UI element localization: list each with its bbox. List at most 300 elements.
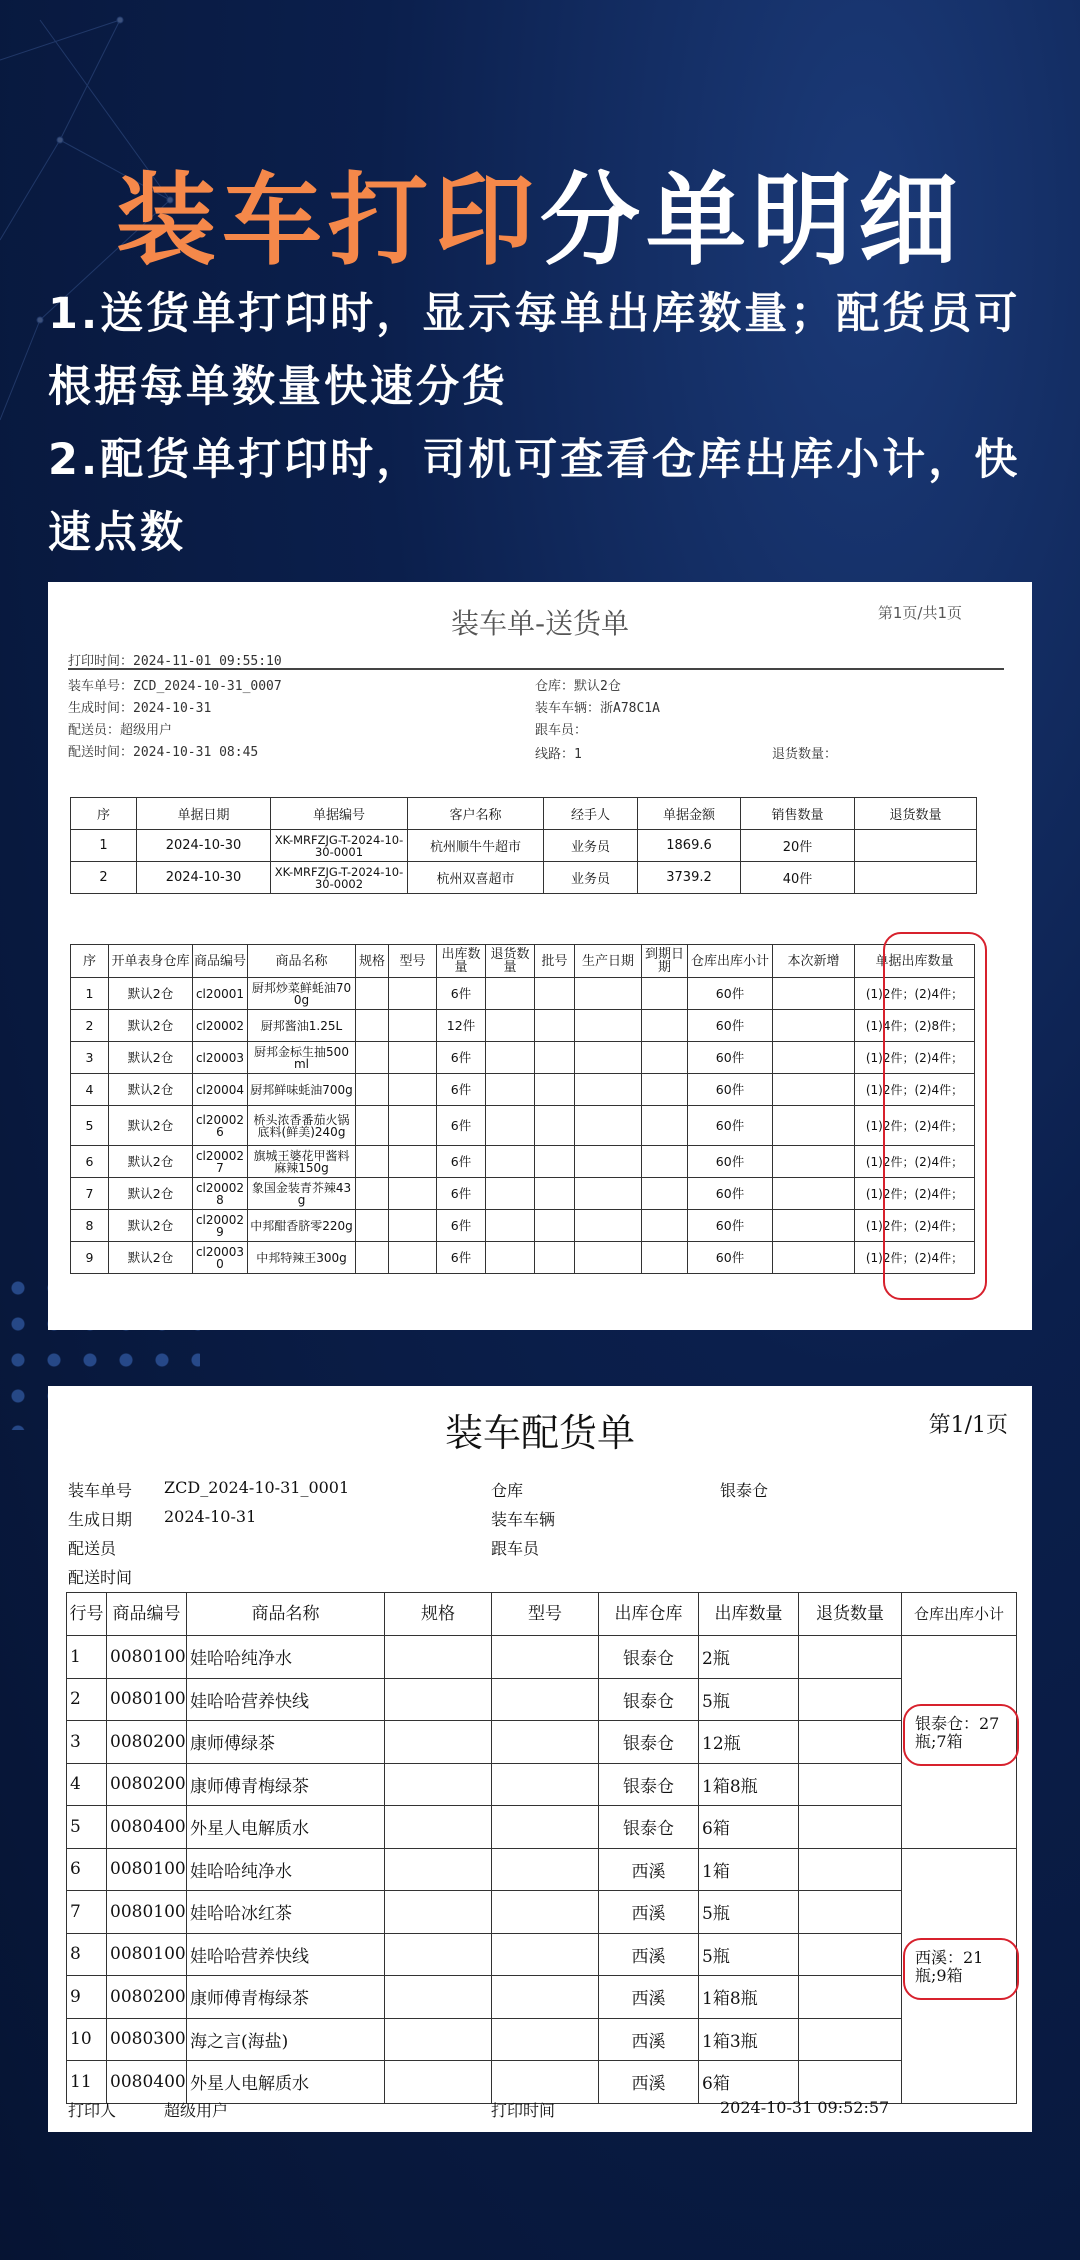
header-cell: 商品编号 bbox=[107, 1593, 187, 1636]
header-cell: 到期日期 bbox=[642, 945, 688, 978]
cell: 海之言(海盐) bbox=[187, 2018, 385, 2061]
cell: 1箱8瓶 bbox=[699, 1976, 799, 2019]
cell bbox=[799, 1891, 902, 1934]
cell: 业务员 bbox=[544, 830, 638, 862]
cell: 1箱8瓶 bbox=[699, 1763, 799, 1806]
cell: (1)2件；(2)4件； bbox=[855, 1146, 975, 1178]
cell bbox=[642, 1042, 688, 1074]
cell bbox=[642, 1178, 688, 1210]
cell bbox=[535, 1146, 575, 1178]
header-cell: 出库数量 bbox=[699, 1593, 799, 1636]
date-label: 生成日期 bbox=[68, 1510, 133, 1529]
subtotal-xixi: 西溪：21瓶;9箱 bbox=[915, 1948, 984, 1985]
cell: 9 bbox=[71, 1242, 109, 1274]
date: 2024-10-31 bbox=[164, 1507, 257, 1526]
cell: 银泰仓 bbox=[599, 1721, 699, 1764]
cell: 默认2仓 bbox=[109, 1010, 193, 1042]
cell: 20件 bbox=[741, 830, 855, 862]
vehicle-label: 装车车辆 bbox=[491, 1510, 556, 1529]
header-cell: 行号 bbox=[67, 1593, 107, 1636]
cell: 旗城王婆花甲酱料麻辣150g bbox=[248, 1146, 356, 1178]
cell bbox=[356, 1178, 389, 1210]
cell: 0080200 bbox=[107, 1763, 187, 1806]
table-row bbox=[71, 830, 977, 862]
highlight-circle bbox=[883, 932, 987, 1300]
summary-header-row bbox=[71, 798, 977, 830]
cell bbox=[389, 1210, 437, 1242]
table-row bbox=[71, 1210, 975, 1242]
table-row bbox=[67, 1678, 1017, 1721]
cell: 6件 bbox=[437, 978, 486, 1010]
cell bbox=[385, 1678, 492, 1721]
cell: 银泰仓 bbox=[599, 1678, 699, 1721]
cell: (1)2件；(2)4件； bbox=[855, 978, 975, 1010]
header-cell: 序 bbox=[71, 798, 137, 830]
cell: 1箱 bbox=[699, 1848, 799, 1891]
cell: 杭州双喜超市 bbox=[408, 862, 544, 894]
cell bbox=[575, 1178, 642, 1210]
cell: 中邦特辣王300g bbox=[248, 1242, 356, 1274]
header-cell: 商品名称 bbox=[187, 1593, 385, 1636]
table-row bbox=[67, 2018, 1017, 2061]
cell bbox=[385, 1763, 492, 1806]
table-row bbox=[67, 1636, 1017, 1679]
cell: 西溪 bbox=[599, 1933, 699, 1976]
cell: cl20003 bbox=[193, 1042, 248, 1074]
cell: 4 bbox=[71, 1074, 109, 1106]
cell bbox=[486, 1210, 535, 1242]
items-header-row bbox=[67, 1593, 1017, 1636]
cell bbox=[799, 1636, 902, 1679]
cell: cl20004 bbox=[193, 1074, 248, 1106]
cell: 默认2仓 bbox=[109, 1210, 193, 1242]
cell bbox=[486, 1042, 535, 1074]
header-cell: 型号 bbox=[389, 945, 437, 978]
cell bbox=[535, 1074, 575, 1106]
cell: 象国金装青芥辣43g bbox=[248, 1178, 356, 1210]
cell bbox=[492, 2061, 599, 2104]
cell bbox=[773, 1242, 855, 1274]
cell: 6件 bbox=[437, 1178, 486, 1210]
cell bbox=[486, 1146, 535, 1178]
courier: 配送员：超级用户 bbox=[68, 723, 173, 738]
cell bbox=[492, 1678, 599, 1721]
cell: XK-MRFZJG-T-2024-10-30-0002 bbox=[271, 862, 408, 894]
cell bbox=[486, 1010, 535, 1042]
cell bbox=[356, 1074, 389, 1106]
cell: 娃哈哈纯净水 bbox=[187, 1848, 385, 1891]
cell bbox=[535, 1178, 575, 1210]
print-time: 2024-10-31 09:52:57 bbox=[720, 2098, 890, 2117]
cell: 8 bbox=[67, 1933, 107, 1976]
cell: 8 bbox=[71, 1210, 109, 1242]
cell: 2024-10-30 bbox=[137, 830, 271, 862]
page-indicator: 第1页/共1页 bbox=[877, 604, 962, 622]
cell: 默认2仓 bbox=[109, 1242, 193, 1274]
cell bbox=[799, 2018, 902, 2061]
cell: 银泰仓 bbox=[599, 1636, 699, 1679]
cell bbox=[535, 1210, 575, 1242]
cell: 12瓶 bbox=[699, 1721, 799, 1764]
cell bbox=[773, 1042, 855, 1074]
cell: 6件 bbox=[437, 1210, 486, 1242]
warehouse: 仓库：默认2仓 bbox=[535, 679, 621, 694]
cell: cl200030 bbox=[193, 1242, 248, 1274]
cell bbox=[642, 1146, 688, 1178]
cell: (1)2件；(2)4件； bbox=[855, 1042, 975, 1074]
cell: 6件 bbox=[437, 1042, 486, 1074]
cell: 默认2仓 bbox=[109, 1042, 193, 1074]
cell: 2 bbox=[71, 1010, 109, 1042]
intro-line-2: 2.配货单打印时，司机可查看仓库出库小计，快速点数 bbox=[48, 435, 1021, 558]
header-cell: 仓库出库小计 bbox=[688, 945, 773, 978]
cell: 厨邦金标生抽500ml bbox=[248, 1042, 356, 1074]
cell: 60件 bbox=[688, 1210, 773, 1242]
cell: 7 bbox=[67, 1891, 107, 1934]
cell bbox=[535, 978, 575, 1010]
cell: 0080200 bbox=[107, 1976, 187, 2019]
cell bbox=[389, 1146, 437, 1178]
cell bbox=[492, 1933, 599, 1976]
generate-time: 生成时间：2024-10-31 bbox=[68, 701, 212, 716]
cell: 康师傅青梅绿茶 bbox=[187, 1976, 385, 2019]
cell: 西溪 bbox=[599, 1848, 699, 1891]
cell bbox=[356, 1242, 389, 1274]
cell: 3 bbox=[71, 1042, 109, 1074]
cell bbox=[535, 1106, 575, 1146]
table-row bbox=[71, 1074, 975, 1106]
header-cell: 出库仓库 bbox=[599, 1593, 699, 1636]
cell: 6 bbox=[67, 1848, 107, 1891]
cell: cl200026 bbox=[193, 1106, 248, 1146]
cell: 6件 bbox=[437, 1074, 486, 1106]
cell bbox=[389, 1074, 437, 1106]
table-row bbox=[67, 1891, 1017, 1934]
table-row bbox=[71, 1010, 975, 1042]
cell: (1)2件；(2)4件； bbox=[855, 1210, 975, 1242]
cell: 2 bbox=[71, 862, 137, 894]
cell bbox=[492, 1806, 599, 1849]
cell bbox=[492, 1636, 599, 1679]
cell: 40件 bbox=[741, 862, 855, 894]
cell bbox=[389, 1242, 437, 1274]
cell bbox=[799, 2061, 902, 2104]
cell: 60件 bbox=[688, 1010, 773, 1042]
cell bbox=[799, 1976, 902, 2019]
intro-line-1: 1.送货单打印时，显示每单出库数量；配货员可根据每单数量快速分货 bbox=[48, 289, 1021, 412]
cell: 1 bbox=[71, 830, 137, 862]
cell bbox=[486, 1178, 535, 1210]
order-summary-table bbox=[70, 797, 977, 894]
cell bbox=[642, 1074, 688, 1106]
header-cell: 仓库出库小计 bbox=[902, 1593, 1017, 1636]
cell bbox=[799, 1848, 902, 1891]
cell bbox=[799, 1933, 902, 1976]
cell: (1)4件；(2)8件； bbox=[855, 1010, 975, 1042]
header-cell: 型号 bbox=[492, 1593, 599, 1636]
header-cell: 商品编号 bbox=[193, 945, 248, 978]
cell: 杭州顺牛牛超市 bbox=[408, 830, 544, 862]
cell: 6件 bbox=[437, 1242, 486, 1274]
subtotal-yintai: 银泰仓：27瓶;7箱 bbox=[915, 1714, 1000, 1751]
table-row bbox=[71, 1106, 975, 1146]
header-cell: 客户名称 bbox=[408, 798, 544, 830]
cell: 60件 bbox=[688, 1106, 773, 1146]
header-cell: 规格 bbox=[385, 1593, 492, 1636]
cell bbox=[575, 1146, 642, 1178]
header-cell: 本次新增 bbox=[773, 945, 855, 978]
cell: 康师傅绿茶 bbox=[187, 1721, 385, 1764]
intro-text bbox=[48, 278, 1048, 570]
table-row bbox=[67, 1848, 1017, 1891]
load-no: ZCD_2024-10-31_0001 bbox=[164, 1478, 350, 1497]
header-cell: 单据金额 bbox=[638, 798, 741, 830]
header-cell: 出库数量 bbox=[437, 945, 486, 978]
cell bbox=[389, 1106, 437, 1146]
cell: 厨邦鲜味蚝油700g bbox=[248, 1074, 356, 1106]
cell bbox=[535, 1242, 575, 1274]
header-cell: 单据出库数量 bbox=[855, 945, 975, 978]
cell bbox=[356, 1042, 389, 1074]
table-row bbox=[71, 1042, 975, 1074]
cell: 2瓶 bbox=[699, 1636, 799, 1679]
cell: 60件 bbox=[688, 1146, 773, 1178]
cell: 西溪 bbox=[599, 2018, 699, 2061]
cell bbox=[492, 1763, 599, 1806]
cell bbox=[535, 1042, 575, 1074]
cell: 外星人电解质水 bbox=[187, 1806, 385, 1849]
picking-list-sheet bbox=[48, 1386, 1032, 2132]
cell: 60件 bbox=[688, 1074, 773, 1106]
cell: 4 bbox=[67, 1763, 107, 1806]
cell bbox=[575, 1242, 642, 1274]
cell bbox=[642, 1210, 688, 1242]
page-indicator: 第1/1页 bbox=[928, 1413, 1008, 1438]
cell: 0080100 bbox=[107, 1933, 187, 1976]
cell bbox=[642, 978, 688, 1010]
cell: 业务员 bbox=[544, 862, 638, 894]
cell bbox=[385, 1848, 492, 1891]
cell: 西溪 bbox=[599, 1976, 699, 2019]
load-no: 装车单号：ZCD_2024-10-31_0007 bbox=[68, 679, 282, 694]
header-cell: 退货数量 bbox=[855, 798, 977, 830]
cell: 12件 bbox=[437, 1010, 486, 1042]
cell: 5 bbox=[67, 1806, 107, 1849]
escort: 跟车员： bbox=[535, 723, 588, 738]
items-header-row bbox=[71, 945, 975, 978]
cell: 11 bbox=[67, 2061, 107, 2104]
table-row bbox=[67, 1933, 1017, 1976]
table-row bbox=[71, 1242, 975, 1274]
cell: 2024-10-30 bbox=[137, 862, 271, 894]
cell bbox=[575, 1074, 642, 1106]
header-cell: 批号 bbox=[535, 945, 575, 978]
cell bbox=[356, 978, 389, 1010]
cell: 娃哈哈营养快线 bbox=[187, 1933, 385, 1976]
cell: 5瓶 bbox=[699, 1933, 799, 1976]
picking-items-table bbox=[66, 1592, 1017, 2104]
cell: 3 bbox=[67, 1721, 107, 1764]
cell: cl20002 bbox=[193, 1010, 248, 1042]
printer: 超级用户 bbox=[164, 2101, 229, 2120]
table-row bbox=[67, 1806, 1017, 1849]
cell: 7 bbox=[71, 1178, 109, 1210]
cell bbox=[385, 1933, 492, 1976]
cell bbox=[492, 2018, 599, 2061]
warehouse-label: 仓库 bbox=[491, 1481, 524, 1500]
cell bbox=[389, 1178, 437, 1210]
cell bbox=[575, 1106, 642, 1146]
cell: 康师傅青梅绿茶 bbox=[187, 1763, 385, 1806]
delivery-items-table bbox=[70, 944, 975, 1274]
cell: cl200029 bbox=[193, 1210, 248, 1242]
load-no-label: 装车单号 bbox=[68, 1481, 133, 1500]
cell: 6箱 bbox=[699, 1806, 799, 1849]
cell bbox=[389, 978, 437, 1010]
cell: 中邦酣香脐零220g bbox=[248, 1210, 356, 1242]
table-row bbox=[67, 1976, 1017, 2019]
header-cell: 销售数量 bbox=[741, 798, 855, 830]
cell: 5瓶 bbox=[699, 1678, 799, 1721]
divider bbox=[68, 668, 1004, 670]
table-row bbox=[71, 862, 977, 894]
cell: 10 bbox=[67, 2018, 107, 2061]
cell: 60件 bbox=[688, 1042, 773, 1074]
cell bbox=[486, 1074, 535, 1106]
cell: 9 bbox=[67, 1976, 107, 2019]
cell: 0080400 bbox=[107, 1806, 187, 1849]
cell bbox=[385, 1976, 492, 2019]
cell: (1)2件；(2)4件； bbox=[855, 1106, 975, 1146]
cell: cl200028 bbox=[193, 1178, 248, 1210]
cell: 3739.2 bbox=[638, 862, 741, 894]
cell: 0080300 bbox=[107, 2018, 187, 2061]
cell bbox=[385, 1891, 492, 1934]
picking-list-title: 装车配货单 bbox=[444, 1411, 635, 1455]
cell: 默认2仓 bbox=[109, 1106, 193, 1146]
printer-label: 打印人 bbox=[68, 2101, 117, 2120]
cell: 1 bbox=[71, 978, 109, 1010]
table-row bbox=[67, 2061, 1017, 2104]
cell: cl20001 bbox=[193, 978, 248, 1010]
cell: 0080100 bbox=[107, 1678, 187, 1721]
cell bbox=[492, 1848, 599, 1891]
cell bbox=[773, 978, 855, 1010]
cell bbox=[385, 1721, 492, 1764]
cell bbox=[575, 1042, 642, 1074]
cell bbox=[385, 1806, 492, 1849]
cell: (1)2件；(2)4件； bbox=[855, 1242, 975, 1274]
cell bbox=[486, 1106, 535, 1146]
courier-label: 配送员 bbox=[68, 1539, 117, 1558]
cell bbox=[773, 1210, 855, 1242]
escort-label: 跟车员 bbox=[491, 1539, 540, 1558]
cell bbox=[773, 1074, 855, 1106]
cell: 西溪 bbox=[599, 2061, 699, 2104]
header-cell: 经手人 bbox=[544, 798, 638, 830]
cell bbox=[492, 1976, 599, 2019]
cell bbox=[389, 1010, 437, 1042]
cell bbox=[492, 1721, 599, 1764]
cell: 桥头浓香番茄火锅底料(鲜美)240g bbox=[248, 1106, 356, 1146]
delivery-note-sheet bbox=[48, 582, 1032, 1330]
return-qty: 退货数量： bbox=[772, 747, 838, 762]
cell bbox=[773, 1178, 855, 1210]
cell bbox=[799, 1763, 902, 1806]
cell: 6箱 bbox=[699, 2061, 799, 2104]
header-cell: 退货数量 bbox=[799, 1593, 902, 1636]
cell bbox=[855, 830, 977, 862]
table-row bbox=[67, 1721, 1017, 1764]
cell bbox=[799, 1678, 902, 1721]
cell: 1箱3瓶 bbox=[699, 2018, 799, 2061]
vehicle: 装车车辆：浙A78C1A bbox=[535, 701, 660, 716]
cell: 娃哈哈冰红茶 bbox=[187, 1891, 385, 1934]
cell: 0080100 bbox=[107, 1891, 187, 1934]
cell bbox=[642, 1010, 688, 1042]
cell: 5瓶 bbox=[699, 1891, 799, 1934]
cell bbox=[575, 1010, 642, 1042]
cell bbox=[799, 1721, 902, 1764]
cell: 0080100 bbox=[107, 1636, 187, 1679]
cell: 0080400 bbox=[107, 2061, 187, 2104]
cell: 默认2仓 bbox=[109, 1178, 193, 1210]
delivery-time: 配送时间：2024-10-31 08:45 bbox=[68, 745, 259, 760]
cell: 6件 bbox=[437, 1106, 486, 1146]
cell: 西溪 bbox=[599, 1891, 699, 1934]
cell: 外星人电解质水 bbox=[187, 2061, 385, 2104]
cell: 厨邦酱油1.25L bbox=[248, 1010, 356, 1042]
cell bbox=[385, 1636, 492, 1679]
cell bbox=[385, 2018, 492, 2061]
cell: 1869.6 bbox=[638, 830, 741, 862]
cell: 6件 bbox=[437, 1146, 486, 1178]
cell: 娃哈哈纯净水 bbox=[187, 1636, 385, 1679]
cell: 0080200 bbox=[107, 1721, 187, 1764]
header-cell: 单据编号 bbox=[271, 798, 408, 830]
cell bbox=[773, 1146, 855, 1178]
header-cell: 商品名称 bbox=[248, 945, 356, 978]
cell: 默认2仓 bbox=[109, 1146, 193, 1178]
cell: 1 bbox=[67, 1636, 107, 1679]
route: 线路：1 bbox=[535, 747, 582, 762]
cell bbox=[799, 1806, 902, 1849]
cell: 5 bbox=[71, 1106, 109, 1146]
cell: 银泰仓 bbox=[599, 1763, 699, 1806]
print-time-label: 打印时间 bbox=[491, 2101, 556, 2120]
cell: 0080100 bbox=[107, 1848, 187, 1891]
cell: 娃哈哈营养快线 bbox=[187, 1678, 385, 1721]
header-cell: 规格 bbox=[356, 945, 389, 978]
header-cell: 开单表身仓库 bbox=[109, 945, 193, 978]
cell bbox=[642, 1106, 688, 1146]
cell: 60件 bbox=[688, 1242, 773, 1274]
cell: 银泰仓 bbox=[599, 1806, 699, 1849]
cell bbox=[575, 978, 642, 1010]
cell bbox=[356, 1210, 389, 1242]
cell: (1)2件；(2)4件； bbox=[855, 1074, 975, 1106]
table-row bbox=[71, 978, 975, 1010]
cell bbox=[535, 1010, 575, 1042]
cell bbox=[575, 1210, 642, 1242]
cell bbox=[855, 862, 977, 894]
header-cell: 退货数量 bbox=[486, 945, 535, 978]
cell: 默认2仓 bbox=[109, 978, 193, 1010]
header-cell: 序 bbox=[71, 945, 109, 978]
cell bbox=[356, 1106, 389, 1146]
cell bbox=[486, 1242, 535, 1274]
warehouse: 银泰仓 bbox=[720, 1481, 769, 1500]
